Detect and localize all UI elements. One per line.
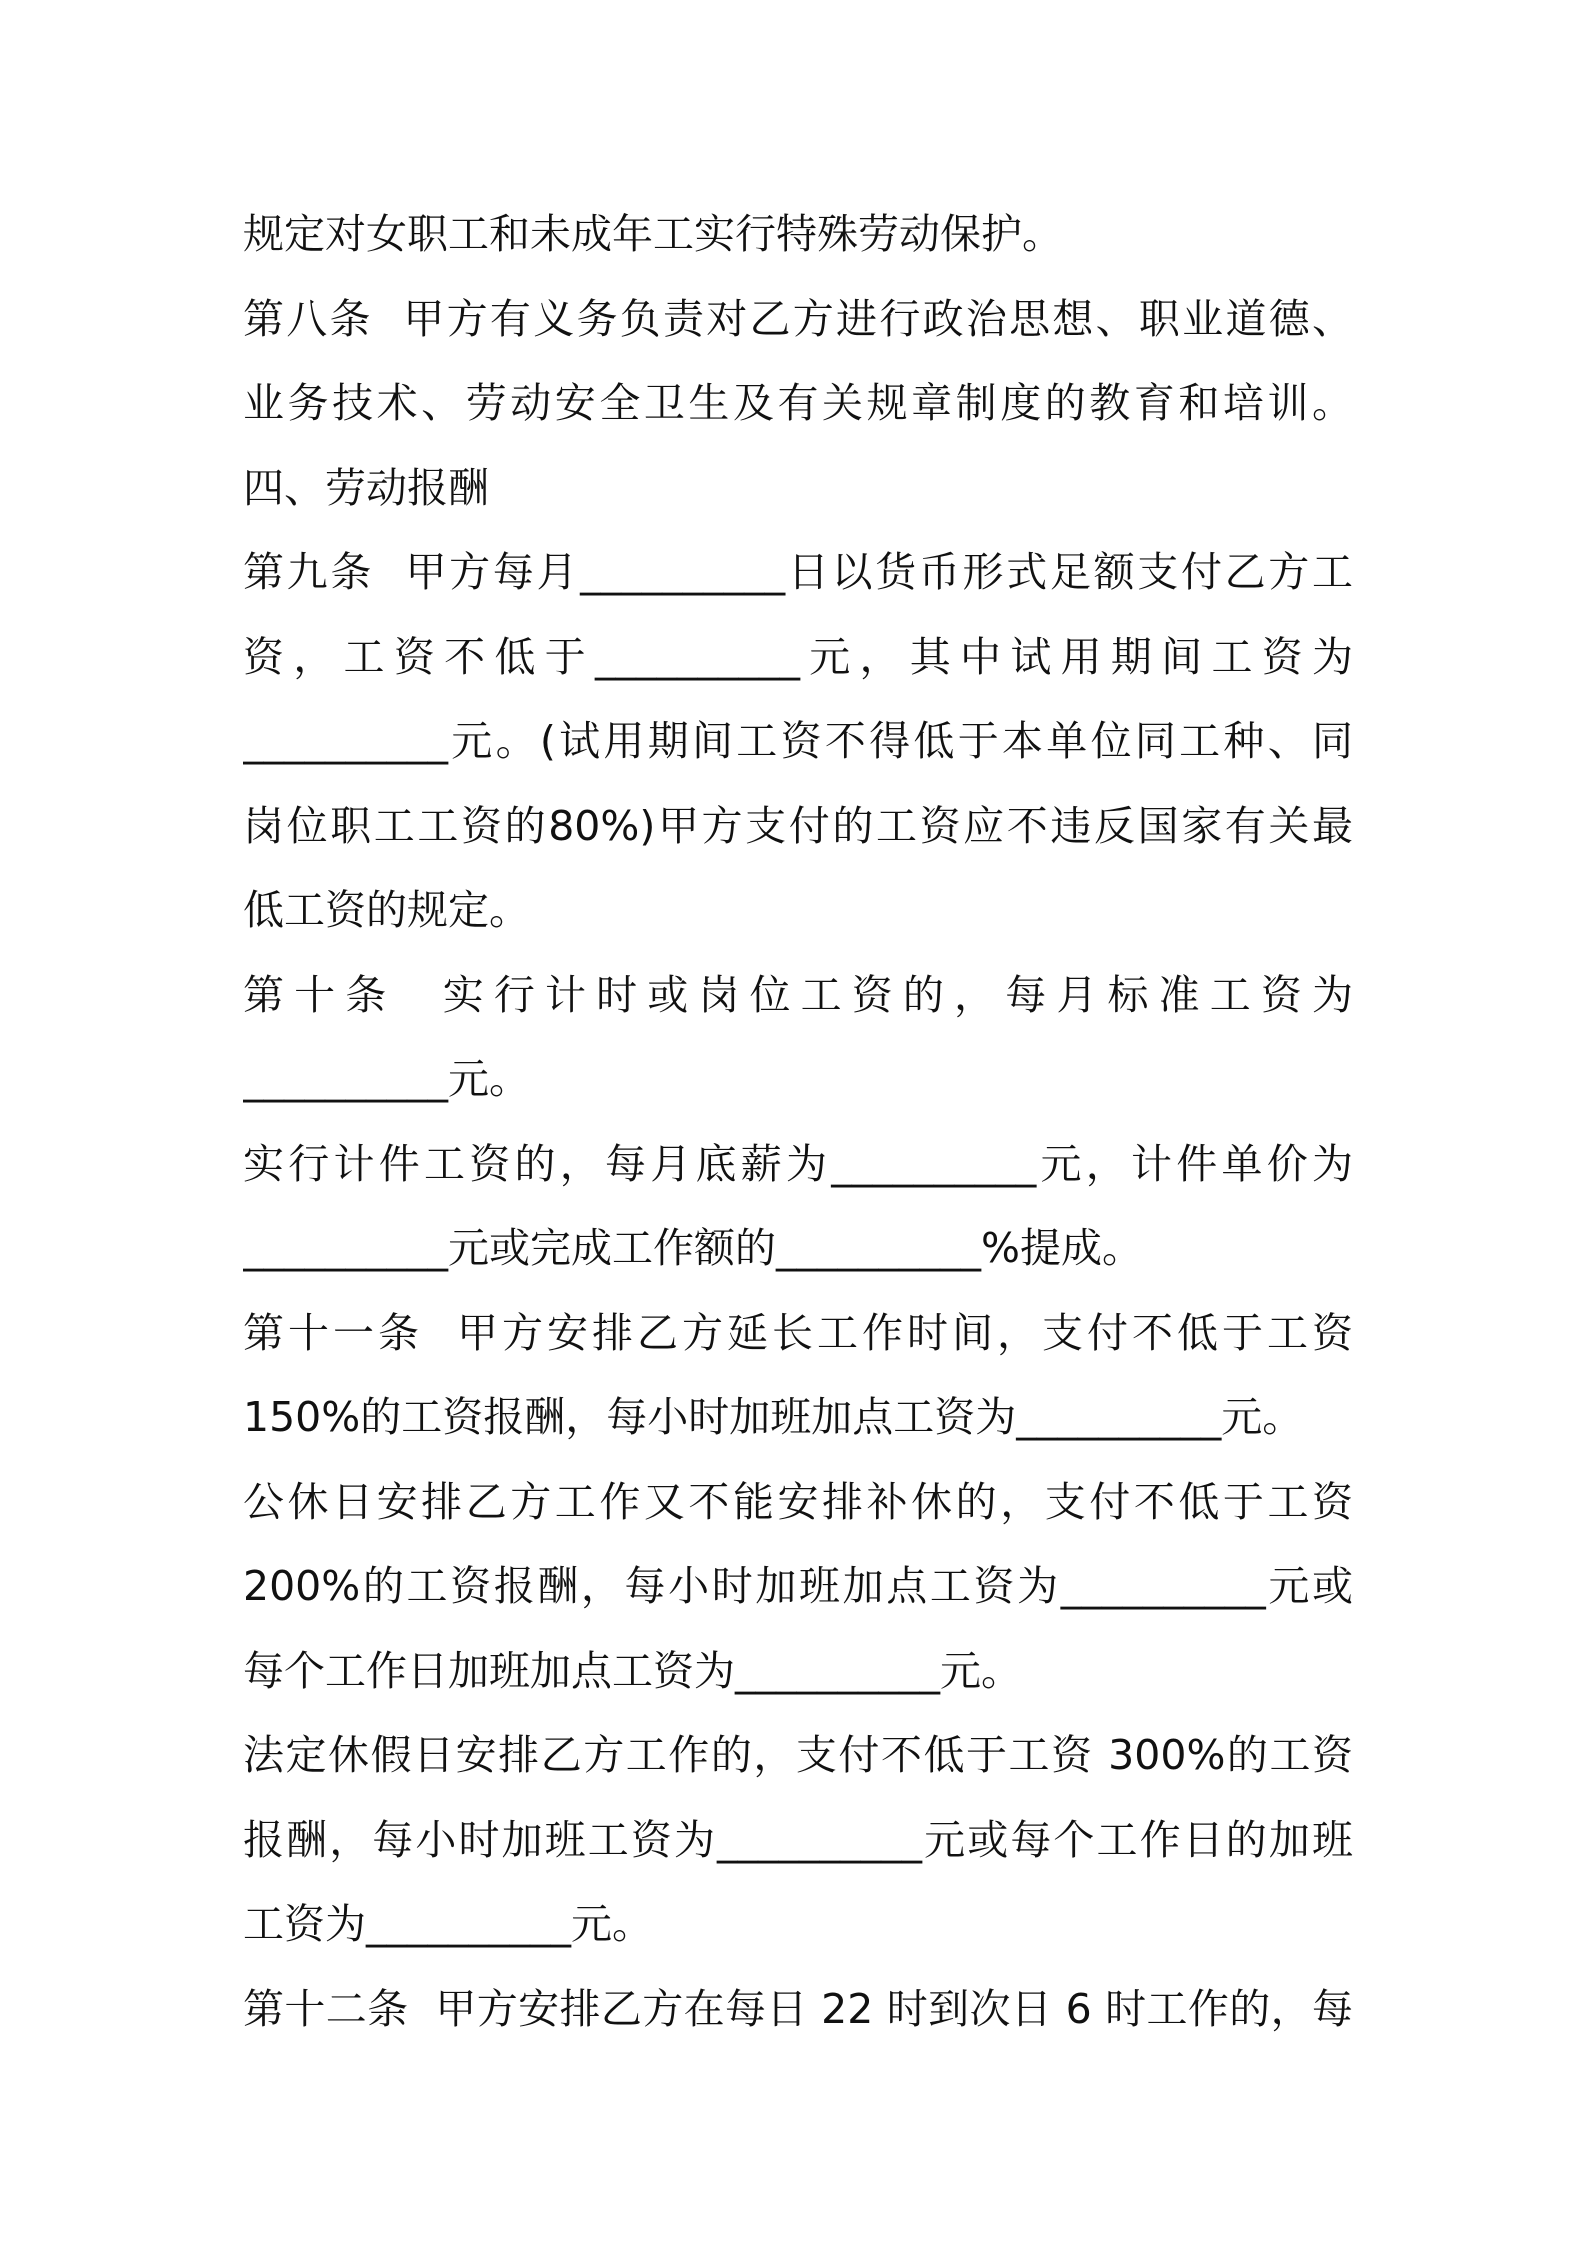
text-line bbox=[243, 446, 1353, 531]
text-line-content: 岗位职工工资的80%)甲方支付的工资应不违反国家有关最 bbox=[243, 801, 1353, 850]
text-line-content: 四、劳动报酬 bbox=[243, 463, 489, 512]
text-line-content: 资，工资不低于__________元，其中试用期间工资为 bbox=[243, 632, 1353, 681]
text-line bbox=[243, 530, 1353, 615]
text-line bbox=[243, 1713, 1353, 1798]
text-line bbox=[243, 1206, 1353, 1291]
text-line bbox=[243, 1882, 1353, 1967]
text-line-content: 每个工作日加班加点工资为__________元。 bbox=[243, 1646, 1022, 1695]
text-line bbox=[243, 1460, 1353, 1545]
text-line bbox=[243, 192, 1353, 277]
text-line-content: 低工资的规定。 bbox=[243, 886, 530, 934]
text-line-content: 第十二条 甲方安排乙方在每日 22 时到次日 6 时工作的，每 bbox=[243, 1984, 1353, 2033]
text-line-content: __________元或完成工作额的__________%提成。 bbox=[243, 1224, 1143, 1272]
text-line-content: 第八条 甲方有义务负责对乙方进行政治思想、职业道德、 bbox=[243, 294, 1353, 343]
text-line-content: __________元。 bbox=[243, 1055, 530, 1103]
text-line bbox=[243, 868, 1353, 953]
text-line bbox=[243, 1967, 1353, 2052]
text-line bbox=[243, 1291, 1353, 1376]
document-body bbox=[243, 192, 1353, 2051]
text-line-content: 工资为__________元。 bbox=[243, 1900, 653, 1948]
text-line-content: 报酬，每小时加班工资为__________元或每个工作日的加班 bbox=[243, 1815, 1353, 1864]
text-line-content: 业务技术、劳动安全卫生及有关规章制度的教育和培训。 bbox=[243, 379, 1353, 427]
text-line-content: 法定休假日安排乙方工作的，支付不低于工资 300%的工资 bbox=[243, 1731, 1353, 1779]
text-line-content: 实行计件工资的，每月底薪为__________元，计件单价为 bbox=[243, 1139, 1353, 1188]
text-line-content: 规定对女职工和未成年工实行特殊劳动保护。 bbox=[243, 210, 1063, 258]
text-line-content: 第十一条 甲方安排乙方延长工作时间，支付不低于工资 bbox=[243, 1308, 1353, 1357]
text-line bbox=[243, 699, 1353, 784]
text-line bbox=[243, 1544, 1353, 1629]
text-line-content: 150%的工资报酬，每小时加班加点工资为__________元。 bbox=[243, 1393, 1304, 1441]
text-line-content: 第九条 甲方每月__________日以货币形式足额支付乙方工 bbox=[243, 548, 1353, 596]
text-line bbox=[243, 1375, 1353, 1460]
text-line-content: 第十条 实行计时或岗位工资的，每月标准工资为 bbox=[243, 970, 1353, 1019]
text-line-content: __________元。(试用期间工资不得低于本单位同工种、同 bbox=[243, 717, 1353, 765]
text-line bbox=[243, 784, 1353, 869]
text-line bbox=[243, 1037, 1353, 1122]
text-line bbox=[243, 361, 1353, 446]
text-line-content: 公休日安排乙方工作又不能安排补休的，支付不低于工资 bbox=[243, 1477, 1353, 1526]
text-line bbox=[243, 953, 1353, 1038]
text-line bbox=[243, 1629, 1353, 1714]
text-line bbox=[243, 1798, 1353, 1883]
text-line bbox=[243, 1122, 1353, 1207]
text-line bbox=[243, 615, 1353, 700]
text-line bbox=[243, 277, 1353, 362]
text-line-content: 200%的工资报酬，每小时加班加点工资为__________元或 bbox=[243, 1562, 1353, 1610]
